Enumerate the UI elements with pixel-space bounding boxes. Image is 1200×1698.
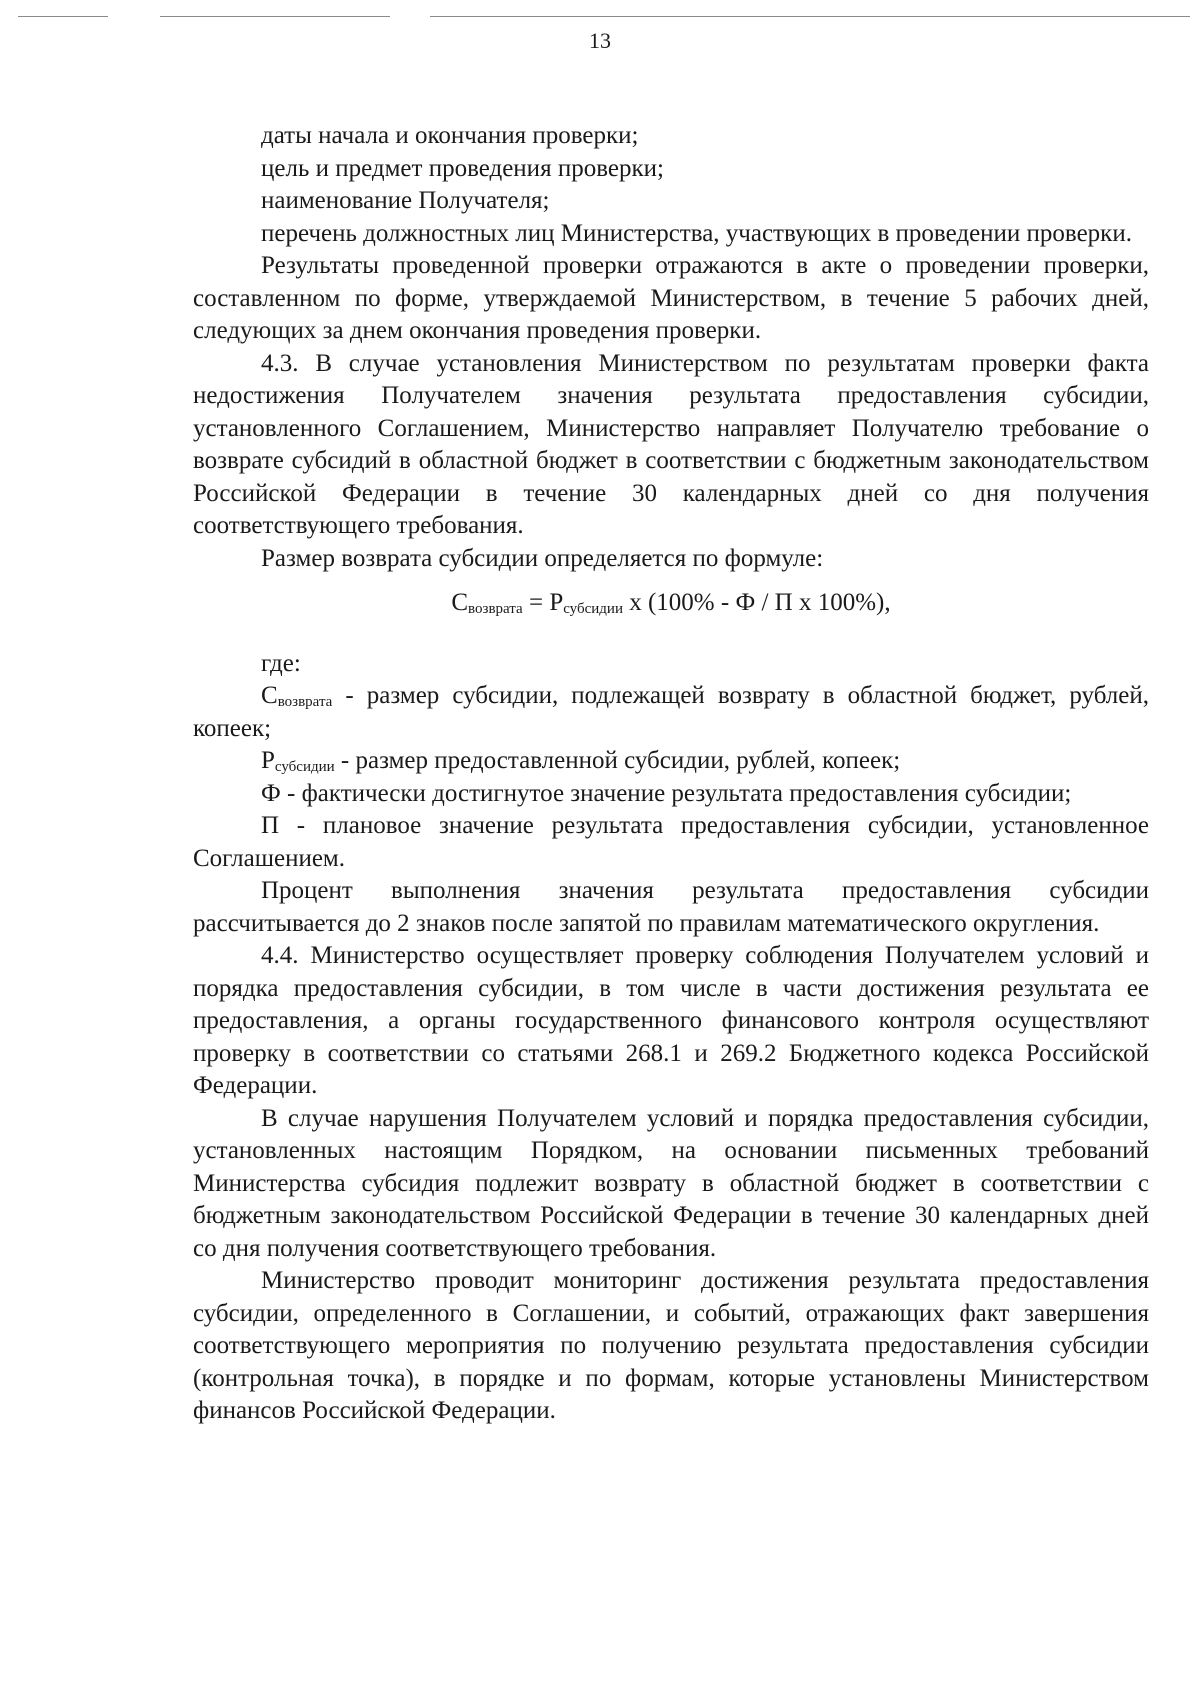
formula-r-sub: субсидии bbox=[563, 601, 623, 617]
document-body bbox=[193, 120, 1149, 1428]
where-label: где: bbox=[261, 649, 301, 677]
scan-edge-line bbox=[18, 16, 108, 17]
definition-term: П bbox=[261, 812, 280, 839]
definition-term-sub: возврата bbox=[277, 694, 333, 710]
paragraph: Процент выполнения значения результата предоставления субсидии рассчитывается до 2 знаков после запятой по правилам математического округления. bbox=[193, 877, 1149, 937]
formula bbox=[193, 587, 1149, 620]
paragraph: Министерство проводит мониторинг достижения результата предоставления субсидии, определенного в Соглашении, и событий, отражающих факт завершения соответствующего мероприятия по получению результата предоставления субсидии (контрольная точка), в порядке и по формам, которые установлены Министерством финансов Российской Федерации. bbox=[193, 1267, 1149, 1424]
definition bbox=[193, 778, 1149, 811]
paragraph: Размер возврата субсидии определяется по формуле: bbox=[261, 544, 824, 572]
formula-c-sub: возврата bbox=[468, 601, 523, 617]
scan-edge-line bbox=[160, 16, 390, 17]
paragraph: В случае нарушения Получателем условий и порядка предоставления субсидии, установленных настоящим Порядком, на основании письменных требований Министерства субсидия подлежит возврату в областной бюджет в соответствии с бюджетным законодательством Российской Федерации в течение 30 календарных дней со дня получения соответствующего требования. bbox=[193, 1104, 1149, 1262]
definition-term: Ф bbox=[261, 779, 281, 807]
definition bbox=[193, 680, 1149, 745]
paragraph: 4.3. В случае установления Министерством по результатам проверки факта недостижения Получателем значения результата предоставления субсидии, установленного Соглашением, Министерство направляет Получателю требование о возврате субсидий в областной бюджет в соответствии с бюджетным законодательством Российской Федерации в течение 30 календарных дней со дня получения соответствующего требования. bbox=[193, 349, 1149, 539]
definition bbox=[193, 810, 1149, 875]
definition-term: Р bbox=[261, 747, 275, 774]
paragraph: 4.4. Министерство осуществляет проверку соблюдения Получателем условий и порядка предоставления субсидии, в том числе в части достижения результата ее предоставления, а органы государственного финансового контроля осуществляют проверку в соответствии со статьями 268.1 и 269.2 Бюджетного кодекса Российской Федерации. bbox=[193, 942, 1149, 1099]
definition-text: - фактически достигнутое значение результата предоставления субсидии; bbox=[280, 779, 1072, 807]
paragraph: перечень должностных лиц Министерства, участвующих в проведении проверки. bbox=[261, 219, 1132, 247]
definition-text: - плановое значение результата предоставления субсидии, установленное Соглашением. bbox=[193, 812, 1149, 872]
definition-term: С bbox=[261, 682, 278, 709]
formula-eq: = bbox=[522, 589, 550, 616]
definition-text: - размер предоставленной субсидии, рублей, копеек; bbox=[334, 747, 901, 774]
paragraph: Результаты проведенной проверки отражаются в акте о проведении проверки, составленном по форме, утверждаемой Министерством, в течение 5 рабочих дней, следующих за днем окончания проведения проверки. bbox=[193, 252, 1149, 344]
paragraph: даты начала и окончания проверки; bbox=[261, 122, 639, 149]
formula-rest: х (100% - Ф / П х 100%), bbox=[622, 589, 891, 616]
definition bbox=[193, 745, 1149, 778]
formula-c: С bbox=[451, 589, 469, 616]
scan-edge-line bbox=[430, 16, 1190, 17]
paragraph: наименование Получателя; bbox=[261, 187, 550, 214]
definition-term-sub: субсидии bbox=[274, 759, 335, 775]
page-number: 13 bbox=[589, 28, 611, 53]
definition-text: - размер субсидии, подлежащей возврату в областной бюджет, рублей, копеек; bbox=[193, 682, 1149, 742]
paragraph: цель и предмет проведения проверки; bbox=[261, 154, 664, 182]
formula-r: Р bbox=[549, 589, 564, 616]
